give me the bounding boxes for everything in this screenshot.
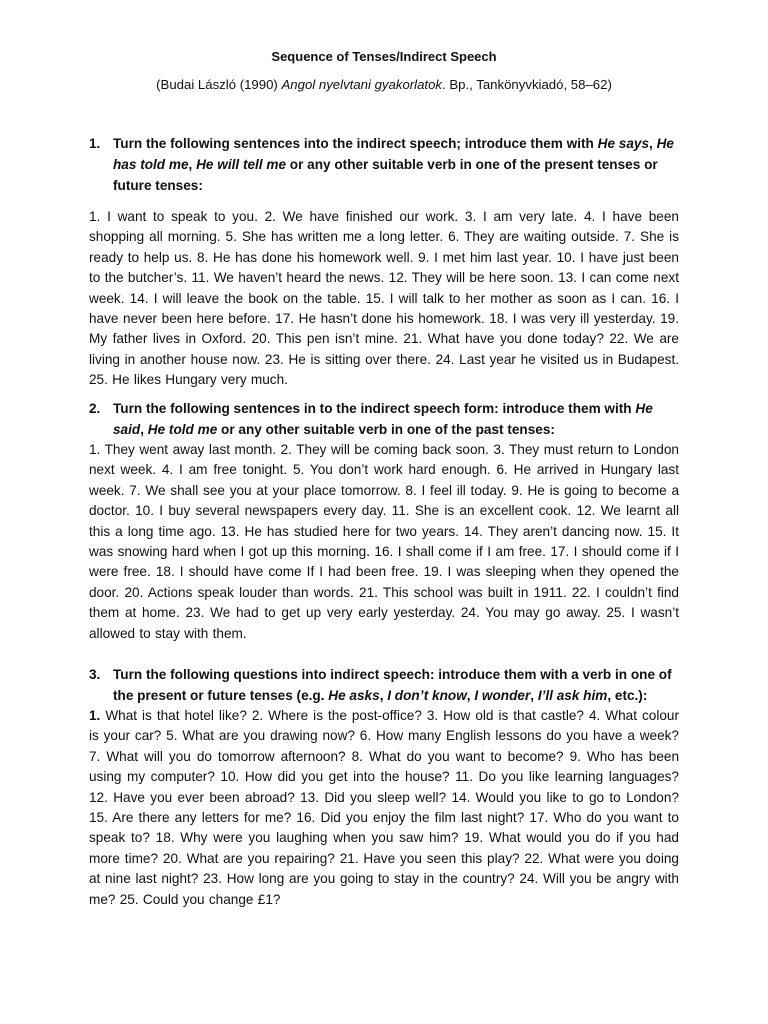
heading-example: I don’t know [387,688,467,703]
document-title: Sequence of Tenses/Indirect Speech [271,49,497,64]
heading-text: , [188,157,197,172]
heading-text: , [140,422,148,437]
citation-publisher: . Bp., Tankönyvkiadó, 58–62) [442,77,612,92]
exercise-number: 1. [89,136,101,151]
citation-book-title: Angol nyelvtani gyakorlatok [281,77,443,92]
heading-example: He has told me [113,136,674,172]
heading-example: I wonder [474,688,531,703]
heading-example: He will tell me [196,157,287,172]
heading-text: , [379,688,388,703]
exercise-number: 2. [89,401,101,416]
heading-example: He asks [328,688,380,703]
heading-text: Turn the following questions into indirect speech: introduce them with a verb in one of the present or future tenses (e.g. [113,667,672,703]
heading-text: or any other suitable verb in one of the past tenses: [217,422,555,437]
exercise-section-1 [89,133,679,391]
heading-text: Turn the following sentences into the indirect speech; introduce them with [113,136,598,151]
citation [0,76,768,94]
exercise-number: 3. [89,667,101,682]
question-list: What is that hotel like? 2. Where is the post-office? 3. How old is that castle? 4. What colour is your car? 5. What are you drawing now? 6. How many English lessons do you have a week? 7. What will you do tomorrow afternoon? 8. What do you want to become? 9. Who has been using my computer? 10. How did you get into the house? 11. Do you like learning languages? 12. Have you ever been abroad? 13. Did you sleep well? 14. Would you like to go to London? 15. Are there any letters for me? 16. Did you enjoy the film last night? 17. Who do you want to speak to? 18. Why were you laughing when you saw him? 19. What would you do if you had more time? 20. What are you repairing? 21. Have you seen this play? 22. What were you doing at nine last night? 23. How long are you going to stay in the country? 24. Will you be angry with me? 25. Could you change £1? [89,708,679,907]
heading-example: I’ll ask him [537,688,608,703]
exercise-section-2 [89,398,679,644]
heading-text: Turn the following sentences in to the indirect speech form: introduce them with [113,401,636,416]
heading-text: , [530,688,538,703]
heading-text: , [649,136,657,151]
heading-text: or any other suitable verb in one of the present tenses or future tenses: [113,157,658,193]
exercise-heading-1 [89,133,679,196]
exercise-sentences-2: 1. They went away last month. 2. They will be coming back soon. 3. They must return to London next week. 4. I am free tonight. 5. You don’t work hard enough. 6. He arrived in Hungary last week. 7. We shall see you at your place tomorrow. 8. I feel ill today. 9. He is going to become a doctor. 10. I buy several newspapers every day. 11. She is an excellent cook. 12. We learnt all this a long time ago. 13. He has studied here for two years. 14. They aren’t dancing now. 15. It was snowing hard when I got up this morning. 16. I shall come if I am free. 17. I should come if I were free. 18. I should have come If I had been free. 19. I was sleeping when they opened the door. 20. Actions speak louder than words. 21. This school was built in 1911. 22. I couldn’t find them at home. 23. We had to get up very early yesterday. 24. You may go away. 25. I wasn’t allowed to stay with them. [89,442,679,641]
exercise-heading-2 [89,398,679,440]
heading-text: , [466,688,475,703]
exercise-section-3 [89,664,679,910]
heading-example: He said [113,401,653,437]
heading-text: , etc.): [607,688,648,703]
heading-example: He says [597,136,650,151]
heading-example: He told me [147,422,218,437]
first-question-number: 1. [89,708,101,723]
exercise-heading-3 [89,664,679,706]
exercise-sentences-1: 1. I want to speak to you. 2. We have finished our work. 3. I am very late. 4. I have been shopping all morning. 5. She has written me a long letter. 6. They are waiting outside. 7. She is ready to help us. 8. He has done his homework well. 9. I met him last year. 10. I have just been to the butcher’s. 11. We haven’t heard the news. 12. They will be here soon. 13. I can come next week. 14. I will leave the book on the table. 15. I will talk to her mother as soon as I can. 16. I have never been here before. 17. He hasn’t done his homework. 18. I was very ill yesterday. 19. My father lives in Oxford. 20. This pen isn’t mine. 21. What have you done today? 22. We are living in another house now. 23. He is sitting over there. 24. Last year he visited us in Budapest. 25. He likes Hungary very much. [89,209,679,388]
citation-author: (Budai László (1990) [156,77,282,92]
exercise-questions-3 [89,706,679,910]
